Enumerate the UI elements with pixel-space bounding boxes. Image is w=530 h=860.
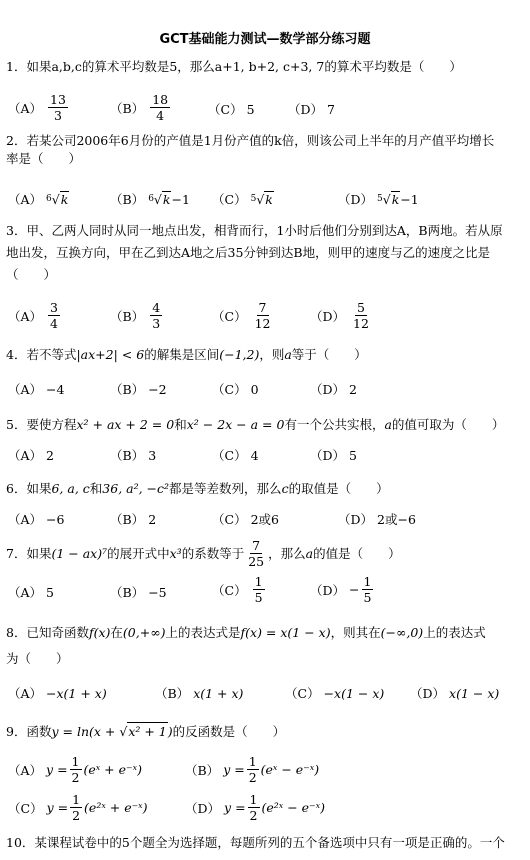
q9-option-c[interactable]: （C） y = $\frac{1}{2}$ (e²ˣ + e⁻ˣ) (8, 792, 148, 823)
option-value: 5 (349, 447, 357, 463)
q5-option-a[interactable] (8, 446, 54, 464)
question-8: 8．已知奇函数f(x)在(0,+∞)上的表达式是f(x) = x(1 − x)，则其在(−∞,0)上的表达式 为（ ） (6, 625, 486, 666)
q5-option-b[interactable] (110, 446, 156, 464)
option-value: 4 (250, 447, 259, 463)
option-label: （B） (155, 686, 190, 701)
option-value: x(1 + x) (193, 685, 244, 701)
question-number: 6． (6, 481, 27, 496)
option-value: −6 (46, 511, 65, 527)
q1-option-d[interactable] (288, 100, 335, 118)
math-expression: (1 − ax)⁷ (51, 545, 108, 561)
q7-option-d[interactable]: （D） − $\frac{1}{5}$ (310, 574, 372, 605)
q6-option-c[interactable] (212, 510, 279, 528)
q6-option-a[interactable] (8, 510, 64, 528)
radical-sign: √ (382, 191, 391, 207)
q2-option-c[interactable]: （C） 5 √ k (212, 191, 273, 207)
math-expression: |ax+2| < 6 (76, 347, 145, 362)
question-stem: 为（ ） (6, 651, 69, 666)
q3-option-d[interactable] (310, 300, 373, 331)
radical-sign: √ (119, 724, 128, 739)
option-label: （B） (110, 512, 145, 527)
option-value: −x(1 − x) (323, 685, 385, 701)
q4-option-a[interactable] (8, 380, 64, 398)
option-value: 3 (148, 447, 157, 463)
q8-option-d[interactable] (410, 684, 499, 702)
option-value: x(1 − x) (449, 685, 500, 701)
option-value: −4 (46, 381, 65, 397)
option-label: （B） (110, 192, 145, 207)
question-number: 4． (6, 347, 27, 362)
option-label: （D） (410, 686, 446, 701)
option-label: （C） (208, 102, 243, 117)
option-value: 5 (46, 584, 54, 600)
option-label: （A） (8, 382, 43, 397)
math-expression: 6, a, c (51, 481, 90, 496)
fraction: $\frac{5}{12}$ (353, 300, 369, 331)
option-label: （B） (110, 100, 145, 116)
question-3 (6, 220, 524, 286)
option-label: （A） (8, 100, 43, 116)
option-value: 2或6 (250, 512, 279, 527)
option-label: （B） (110, 308, 145, 324)
option-label: （A） (8, 308, 43, 324)
radical-sign: √ (51, 191, 60, 207)
option-label: （C） (212, 582, 247, 598)
option-label: （D） (310, 382, 346, 397)
page-title: GCT基础能力测试—数学部分练习题 (159, 32, 371, 47)
fraction: $\frac{13}{3}$ (50, 92, 66, 123)
option-value: −5 (148, 584, 167, 600)
option-label: （C） (212, 308, 247, 324)
fraction: $\frac{1}{5}$ (363, 574, 372, 605)
option-value: 2 (46, 447, 54, 463)
q8-option-b[interactable] (155, 684, 243, 702)
option-label: （D） (338, 192, 374, 207)
question-stem: 如果a,b,c的算术平均数是5，那么a+1, b+2, c+3, 7的算术平均数是（ ） (26, 59, 462, 74)
math-expression: (−1,2) (219, 347, 260, 362)
q4-option-c[interactable] (212, 380, 259, 398)
question-2 (6, 132, 524, 168)
option-label: （A） (8, 448, 43, 463)
option-value: 7 (327, 101, 335, 117)
option-label: （B） (110, 382, 145, 397)
q8-option-a[interactable] (8, 684, 107, 702)
question-number: 2． (6, 133, 27, 148)
option-label: （B） (110, 585, 145, 600)
option-value: −x(1 + x) (46, 685, 107, 701)
fraction: $\frac{7}{25}$ (248, 538, 265, 569)
fraction: $\frac{7}{12}$ (254, 300, 271, 331)
option-label: （A） (8, 585, 43, 600)
question-number: 8． (6, 625, 27, 640)
option-label: （D） (310, 308, 346, 324)
q8-option-c[interactable] (285, 684, 384, 702)
root-index: 5 (377, 194, 383, 204)
question-number: 10． (6, 835, 35, 850)
option-label: （D） (310, 582, 346, 598)
question-1 (6, 58, 524, 76)
option-value: 0 (250, 381, 259, 397)
q1-option-a[interactable] (8, 92, 70, 123)
q4-option-d[interactable] (310, 380, 357, 398)
option-label: （A） (8, 762, 43, 778)
fraction: $\frac{18}{4}$ (152, 92, 169, 123)
math-expression: 36, a², −c² (102, 481, 170, 496)
fraction: $\frac{1}{5}$ (254, 574, 263, 605)
question-stem: 地出发，互换方向，甲在乙到达A地之后35分钟到达B地，则甲的速度与乙的速度之比是 (6, 245, 491, 260)
question-5: 5．要使方程x² + ax + 2 = 0和x² − 2x − a = 0有一个公共实根，a的值可取为（ ） (6, 417, 505, 432)
option-value: −2 (148, 381, 167, 397)
fraction: $\frac{1}{2}$ (249, 792, 258, 823)
q7-option-a[interactable] (8, 583, 54, 601)
option-value: 2 (148, 511, 157, 527)
root-index: 6 (46, 194, 52, 204)
fraction: $\frac{1}{2}$ (71, 754, 80, 785)
q3-option-c[interactable] (212, 300, 274, 331)
option-value: 5 (246, 101, 255, 117)
q1-option-c[interactable] (208, 100, 255, 118)
radical-sign: √ (153, 191, 162, 207)
q9-option-d[interactable]: （D） y = $\frac{1}{2}$ (e²ˣ − e⁻ˣ) (185, 792, 325, 823)
question-number: 3． (6, 223, 27, 238)
q9-option-a[interactable]: （A） y = $\frac{1}{2}$ (eˣ + e⁻ˣ) (8, 754, 142, 785)
root-index: 6 (148, 194, 154, 204)
q7-option-b[interactable] (110, 583, 167, 601)
question-stem: 若某公司2006年6月份的产值是1月份产值的k倍，则该公司上半年的月产值平均增长 (26, 133, 495, 148)
fraction: $\frac{1}{2}$ (72, 792, 81, 823)
q3-option-a[interactable] (8, 300, 62, 331)
option-value: 2或−6 (377, 512, 416, 527)
fraction: $\frac{3}{4}$ (50, 300, 58, 331)
option-label: （C） (212, 192, 247, 207)
q3-option-b[interactable] (110, 300, 164, 331)
q1-option-b[interactable] (110, 92, 172, 123)
question-7: 7． 如果 (1 − ax)⁷ 的展开式中 x³ 的系数等于 $\frac{7}{25}$ ，那么 a 的值是（ ） (6, 538, 401, 569)
q4-option-b[interactable] (110, 380, 167, 398)
question-stem: （ ） (6, 267, 57, 282)
fraction: $\frac{1}{2}$ (248, 754, 257, 785)
q2-option-b[interactable]: （B） 6 √ k −1 (110, 191, 190, 207)
question-number: 7． (6, 545, 27, 561)
question-number: 5． (6, 417, 27, 432)
question-4: 4．若不等式|ax+2| < 6的解集是区间(−1,2)，则a等于（ ） (6, 347, 367, 362)
fraction: $\frac{4}{3}$ (152, 300, 161, 331)
q5-option-c[interactable] (212, 446, 259, 464)
option-label: （A） (8, 192, 43, 207)
option-label: （D） (288, 102, 324, 117)
option-label: （C） (212, 382, 247, 397)
q5-option-d[interactable] (310, 446, 357, 464)
option-value: 2 (349, 381, 357, 397)
option-label: （C） (212, 448, 247, 463)
question-9: 9．函数y = ln(x + √x² + 1)的反函数是（ ） (6, 724, 286, 739)
option-label: （D） (310, 448, 346, 463)
math-expression: x² + ax + 2 = 0 (76, 417, 175, 432)
question-number: 1． (6, 59, 27, 74)
question-stem: 率是（ ） (6, 151, 82, 166)
question-10 (6, 834, 524, 852)
option-label: （C） (212, 512, 247, 527)
q2-option-a[interactable]: （A） 6 √ k (8, 191, 69, 207)
option-label: （A） (8, 686, 43, 701)
option-label: （C） (285, 686, 320, 701)
option-label: （B） (185, 762, 220, 778)
option-label: （C） (8, 800, 43, 816)
option-label: （D） (338, 512, 374, 527)
q2-option-d[interactable]: （D） 5 √ k −1 (338, 191, 419, 207)
q6-option-d[interactable] (338, 510, 416, 528)
question-6: 6．如果6, a, c和36, a², −c²都是等差数列，那么c的取值是（ ） (6, 481, 389, 496)
q7-option-c[interactable] (212, 574, 267, 605)
question-stem: 甲、乙两人同时从同一地点出发，相背而行，1小时后他们分别到达A，B两地。若从原 (26, 223, 503, 238)
root-index: 5 (250, 194, 257, 204)
radical-sign: √ (256, 191, 265, 207)
question-number: 9． (6, 724, 27, 739)
math-expression: x² − 2x − a = 0 (186, 417, 285, 432)
option-label: （D） (185, 800, 221, 816)
math-expression: f(x) = x(1 − x) (240, 625, 331, 640)
question-stem: 某课程试卷中的5个题全为选择题，每题所列的五个备选项中只有一项是正确的。一个 (34, 835, 505, 850)
q9-option-b[interactable]: （B） y = $\frac{1}{2}$ (eˣ − e⁻ˣ) (185, 754, 320, 785)
q6-option-b[interactable] (110, 510, 156, 528)
option-label: （B） (110, 448, 145, 463)
option-label: （A） (8, 512, 43, 527)
